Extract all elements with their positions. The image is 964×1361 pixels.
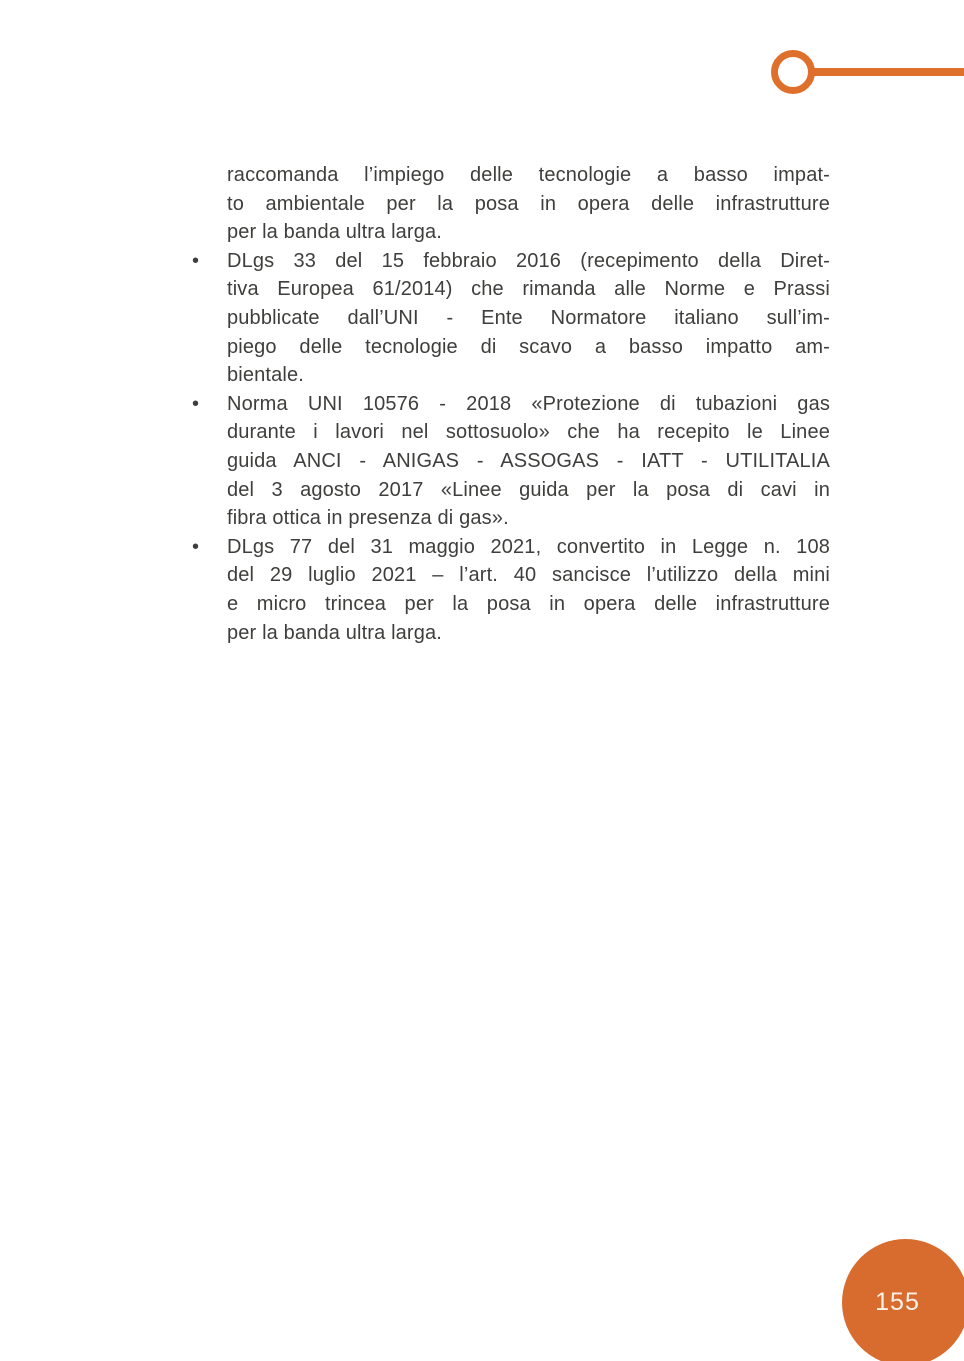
body-text-block xyxy=(190,161,835,647)
page-number: 155 xyxy=(875,1288,920,1316)
text-line: tiva Europea 61/2014) che rimanda alle Norme e Prassi xyxy=(227,278,830,301)
text-line: durante i lavori nel sottosuolo» che ha recepito le Linee xyxy=(227,421,830,444)
bullet-item xyxy=(190,390,835,533)
text-line: del 29 luglio 2021 – l’art. 40 sancisce l’utilizzo della mini xyxy=(227,564,830,587)
page-number-badge xyxy=(842,1239,964,1361)
paragraph-lines xyxy=(227,390,830,533)
bullet-item xyxy=(190,247,835,390)
ring-icon xyxy=(771,50,815,94)
horizontal-rule-decoration xyxy=(812,68,964,76)
paragraph-lines xyxy=(227,533,830,647)
text-line: DLgs 33 del 15 febbraio 2016 (recepimento della Diret- xyxy=(227,249,830,272)
text-line: bientale. xyxy=(227,364,304,387)
text-line: del 3 agosto 2017 «Linee guida per la posa di cavi in xyxy=(227,478,830,501)
text-line: pubblicate dall’UNI - Ente Normatore italiano sull’im- xyxy=(227,306,830,329)
text-line: piego delle tecnologie di scavo a basso impatto am- xyxy=(227,335,830,358)
text-line: e micro trincea per la posa in opera delle infrastrutture xyxy=(227,592,830,615)
text-line: guida ANCI - ANIGAS - ASSOGAS - IATT - UTILITALIA xyxy=(227,449,830,472)
text-line: per la banda ultra larga. xyxy=(227,621,442,644)
bullet-item xyxy=(190,533,835,647)
text-line: per la banda ultra larga. xyxy=(227,221,442,244)
text-line: fibra ottica in presenza di gas». xyxy=(227,507,509,530)
paragraph-lines xyxy=(227,161,830,247)
text-line: DLgs 77 del 31 maggio 2021, convertito in Legge n. 108 xyxy=(227,535,830,558)
bullet-marker: • xyxy=(192,392,200,415)
bullet-marker: • xyxy=(192,535,200,558)
bullet-marker: • xyxy=(192,249,200,272)
text-line: raccomanda l’impiego delle tecnologie a basso impat- xyxy=(227,164,830,186)
paragraph-lines xyxy=(227,247,830,390)
continuation-paragraph xyxy=(190,161,835,247)
text-line: Norma UNI 10576 - 2018 «Protezione di tubazioni gas xyxy=(227,392,830,415)
text-line: to ambientale per la posa in opera delle infrastrutture xyxy=(227,192,830,215)
